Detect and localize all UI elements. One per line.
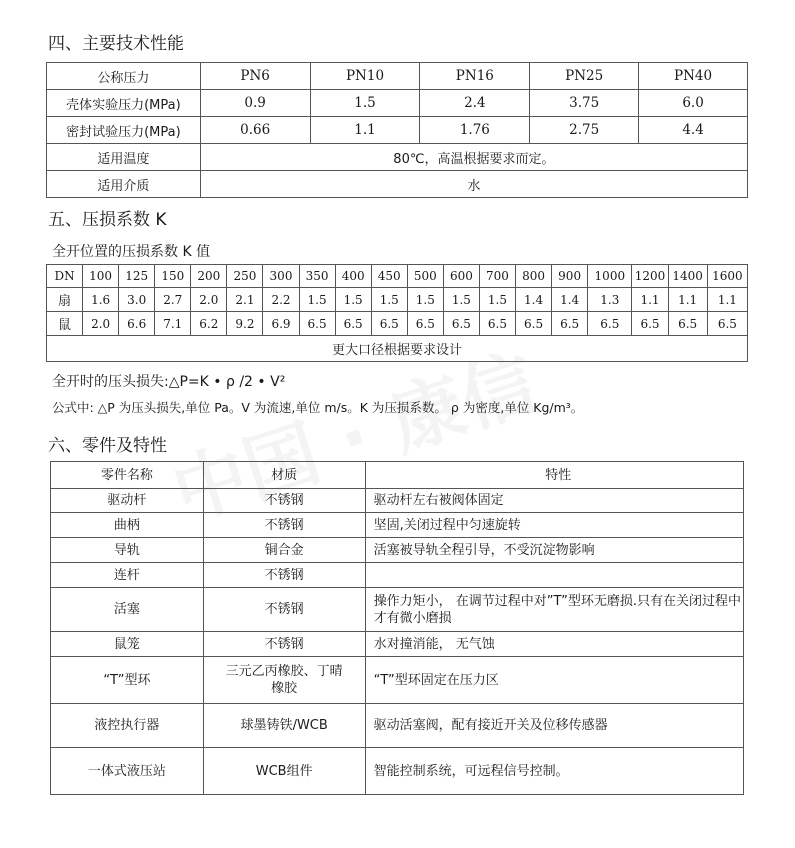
k-value-cell: 1.5 (335, 288, 371, 312)
k-value-cell: 6.5 (371, 312, 407, 336)
k-value-cell: 6.5 (588, 312, 632, 336)
dn-cell: 125 (119, 265, 155, 288)
dn-cell: 150 (155, 265, 191, 288)
k-value-cell: 1.5 (479, 288, 515, 312)
k-value-cell: 6.5 (668, 312, 707, 336)
pressure-loss-formula: 全开时的压头损失:△P=K • ρ /2 • V² (52, 374, 286, 390)
k-value-cell: 1.5 (443, 288, 479, 312)
k-value-cell: 2.7 (155, 288, 191, 312)
table-row (51, 513, 744, 538)
part-material: 不锈钢 (203, 632, 365, 657)
part-name: 连杆 (51, 563, 204, 588)
table-row (51, 538, 744, 563)
pressure-header-row (47, 63, 748, 90)
part-material: 不锈钢 (203, 489, 365, 513)
k-value-cell: 2.0 (83, 312, 119, 336)
part-feature: “T”型环固定在压力区 (365, 657, 743, 704)
part-name: 一体式液压站 (51, 748, 204, 795)
nominal-pressure-label: 公称压力 (47, 63, 201, 90)
part-material: 铜合金 (203, 538, 365, 563)
material-header: 材质 (203, 462, 365, 489)
value-cell: 4.4 (639, 117, 748, 144)
k-footer-row (47, 336, 748, 362)
part-feature: 坚固,关闭过程中匀速旋转 (365, 513, 743, 538)
k-value-cell: 6.5 (443, 312, 479, 336)
value-cell: 1.1 (310, 117, 420, 144)
loss-coefficient-table (46, 264, 748, 362)
k-value-cell: 2.2 (263, 288, 299, 312)
dn-cell: 450 (371, 265, 407, 288)
pn-cell: PN25 (530, 63, 639, 90)
formula-note: 公式中: △P 为压头损失,单位 Pa。V 为流速,单位 m/s。K 为压损系数。 ρ 为密度,单位 Kg/m³。 (52, 400, 584, 415)
value-cell: 2.4 (420, 90, 530, 117)
k-value-cell: 6.5 (407, 312, 443, 336)
k-row-1 (47, 288, 748, 312)
part-material: 不锈钢 (203, 563, 365, 588)
pn-cell: PN10 (310, 63, 420, 90)
dn-cell: 500 (407, 265, 443, 288)
value-cell: 1.76 (420, 117, 530, 144)
k-value-cell: 6.5 (552, 312, 588, 336)
table-row (51, 748, 744, 795)
shell-test-label: 壳体实验压力(MPa) (47, 90, 201, 117)
table-row (51, 657, 744, 704)
k-footer: 更大口径根据要求设计 (47, 336, 748, 362)
k-value-cell: 1.1 (668, 288, 707, 312)
k-row-2 (47, 312, 748, 336)
dn-cell: 900 (552, 265, 588, 288)
dn-label: DN (47, 265, 83, 288)
k-value-cell: 1.4 (552, 288, 588, 312)
k-value-cell: 6.5 (335, 312, 371, 336)
part-name: 液控执行器 (51, 704, 204, 748)
dn-cell: 800 (516, 265, 552, 288)
feature-header: 特性 (365, 462, 743, 489)
part-name: “T”型环 (51, 657, 204, 704)
shell-test-row (47, 90, 748, 117)
part-name: 驱动杆 (51, 489, 204, 513)
dn-cell: 600 (443, 265, 479, 288)
dn-cell: 200 (191, 265, 227, 288)
performance-table (46, 62, 748, 198)
value-cell: 2.75 (530, 117, 639, 144)
k-value-cell: 6.2 (191, 312, 227, 336)
part-feature: 智能控制系统，可远程信号控制。 (365, 748, 743, 795)
k-value-cell: 2.1 (227, 288, 263, 312)
seal-test-label: 密封试验压力(MPa) (47, 117, 201, 144)
seal-test-row (47, 117, 748, 144)
part-material: 三元乙丙橡胶、丁晴橡胶 (203, 657, 365, 704)
value-cell: 1.5 (310, 90, 420, 117)
dn-cell: 400 (335, 265, 371, 288)
k-value-cell: 1.1 (632, 288, 668, 312)
k-value-cell: 1.5 (371, 288, 407, 312)
k-value-cell: 1.6 (83, 288, 119, 312)
part-feature: 驱动活塞阀，配有接近开关及位移传感器 (365, 704, 743, 748)
dn-cell: 300 (263, 265, 299, 288)
table-row (51, 588, 744, 632)
temperature-value: 80℃，高温根据要求而定。 (200, 144, 747, 171)
parts-header-row (51, 462, 744, 489)
dn-cell: 1600 (707, 265, 747, 288)
table-row (51, 489, 744, 513)
value-cell: 3.75 (530, 90, 639, 117)
k-value-cell: 1.5 (407, 288, 443, 312)
k-value-cell: 1.1 (707, 288, 747, 312)
value-cell: 0.66 (200, 117, 310, 144)
value-cell: 0.9 (200, 90, 310, 117)
part-feature: 活塞被导轨全程引导，不受沉淀物影响 (365, 538, 743, 563)
part-name: 曲柄 (51, 513, 204, 538)
k-value-cell: 6.5 (299, 312, 335, 336)
k-value-cell: 6.5 (632, 312, 668, 336)
parts-table (50, 461, 744, 795)
table-row (51, 563, 744, 588)
k-row-1-label: 扇 (47, 288, 83, 312)
k-value-cell: 6.5 (479, 312, 515, 336)
table-row (51, 704, 744, 748)
k-value-cell: 9.2 (227, 312, 263, 336)
section6-heading: 六、零件及特性 (48, 436, 167, 456)
k-value-cell: 6.9 (263, 312, 299, 336)
k-value-cell: 2.0 (191, 288, 227, 312)
dn-row (47, 265, 748, 288)
table-row (51, 632, 744, 657)
medium-label: 适用介质 (47, 171, 201, 198)
dn-cell: 1000 (588, 265, 632, 288)
k-value-cell: 7.1 (155, 312, 191, 336)
k-value-cell: 3.0 (119, 288, 155, 312)
part-material: 球墨铸铁/WCB (203, 704, 365, 748)
dn-cell: 700 (479, 265, 515, 288)
part-material: 不锈钢 (203, 588, 365, 632)
pn-cell: PN16 (420, 63, 530, 90)
dn-cell: 250 (227, 265, 263, 288)
dn-cell: 1200 (632, 265, 668, 288)
part-feature: 驱动杆左右被阀体固定 (365, 489, 743, 513)
k-value-cell: 6.5 (707, 312, 747, 336)
temperature-label: 适用温度 (47, 144, 201, 171)
section5-heading: 五、压损系数 K (48, 210, 167, 230)
medium-row (47, 171, 748, 198)
value-cell: 6.0 (639, 90, 748, 117)
part-name: 鼠笼 (51, 632, 204, 657)
part-name: 导轨 (51, 538, 204, 563)
medium-value: 水 (200, 171, 747, 198)
k-row-2-label: 鼠 (47, 312, 83, 336)
part-material: 不锈钢 (203, 513, 365, 538)
k-table-caption: 全开位置的压损系数 K 值 (52, 244, 211, 260)
part-feature: 操作力矩小， 在调节过程中对”T”型环无磨损.只有在关闭过程中才有微小磨损 (365, 588, 743, 632)
k-value-cell: 1.3 (588, 288, 632, 312)
dn-cell: 100 (83, 265, 119, 288)
part-name-header: 零件名称 (51, 462, 204, 489)
dn-cell: 1400 (668, 265, 707, 288)
part-material: WCB组件 (203, 748, 365, 795)
k-value-cell: 6.5 (516, 312, 552, 336)
k-value-cell: 1.4 (516, 288, 552, 312)
k-value-cell: 6.6 (119, 312, 155, 336)
part-name: 活塞 (51, 588, 204, 632)
temperature-row (47, 144, 748, 171)
part-feature (365, 563, 743, 588)
pn-cell: PN40 (639, 63, 748, 90)
dn-cell: 350 (299, 265, 335, 288)
part-feature: 水对撞消能， 无气蚀 (365, 632, 743, 657)
pn-cell: PN6 (200, 63, 310, 90)
section4-heading: 四、主要技术性能 (48, 34, 184, 54)
k-value-cell: 1.5 (299, 288, 335, 312)
